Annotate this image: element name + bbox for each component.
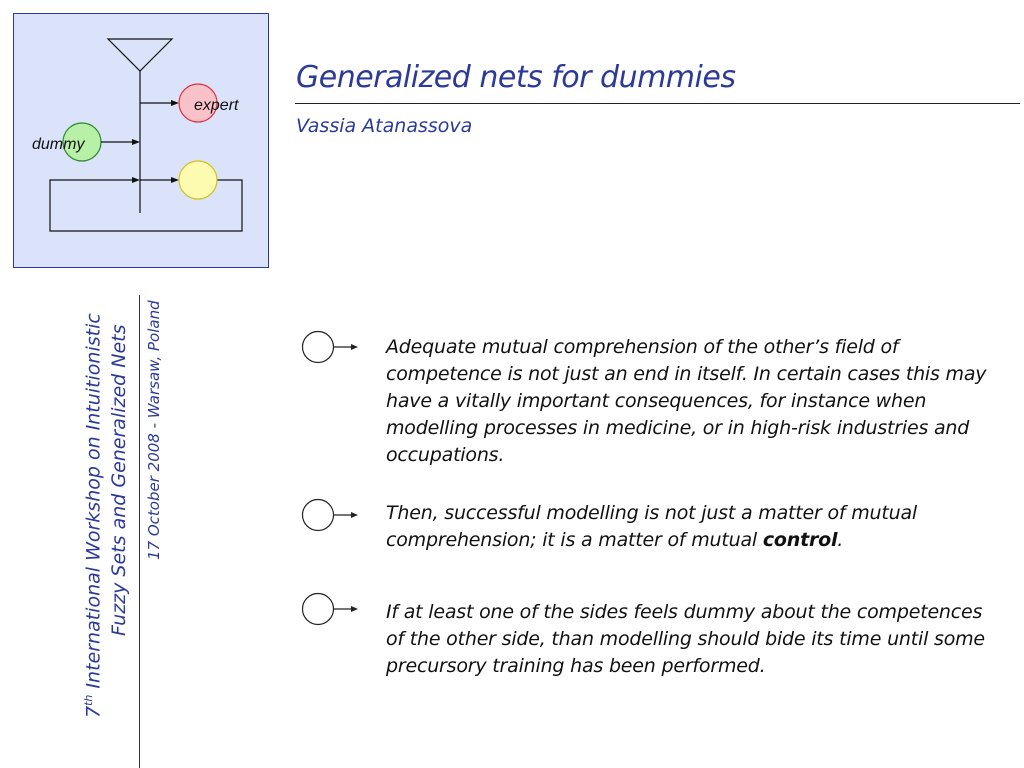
bullet-icon-3 — [301, 592, 361, 626]
bullet-text-2: Then, successful modelling is not just a matter of mutual comprehension; it is a matter of mutual control. — [386, 502, 917, 551]
circle-arrow-icon — [301, 498, 361, 532]
workshop-title-line1: 7th International Workshop on Intuitionistic — [82, 313, 105, 718]
third-place — [179, 161, 217, 199]
workshop-date-place: 17 October 2008 - Warsaw, Poland — [145, 300, 163, 560]
author-name: Vassia Atanassova — [296, 115, 473, 137]
gn-logo — [13, 13, 269, 268]
circle-arrow-icon — [301, 330, 361, 364]
transition-triangle — [108, 39, 172, 71]
arrow-to-yellow — [171, 177, 179, 183]
sidebar-divider — [139, 295, 140, 768]
slide-title: Generalized nets for dummies — [296, 60, 736, 95]
dummy-label: dummy — [32, 136, 85, 153]
circle-arrow-icon — [301, 592, 361, 626]
bullet-text-3: If at least one of the sides feels dummy about the competences of the other side, than modelling should bide its time until some precursory training has been performed. — [386, 601, 985, 677]
bullet-icon-1 — [301, 330, 361, 364]
arrow-to-expert — [171, 100, 179, 106]
title-divider — [295, 103, 1020, 104]
workshop-title-line2: Fuzzy Sets and Generalized Nets — [108, 324, 130, 636]
emphasis-control: control — [762, 529, 838, 551]
bullet-text-1: Adequate mutual comprehension of the other’s field of competence is not just an end in itself. In certain cases this may have a vitally important consequences, for instance when modelling processes in medicine, or in high-risk industries and occupations. — [386, 336, 987, 466]
generalized-net-diagram — [14, 14, 270, 269]
arrow-from-dummy — [132, 139, 140, 145]
expert-label: expert — [194, 97, 239, 114]
bullet-icon-2 — [301, 498, 361, 532]
loop-arrow-in — [132, 177, 140, 183]
